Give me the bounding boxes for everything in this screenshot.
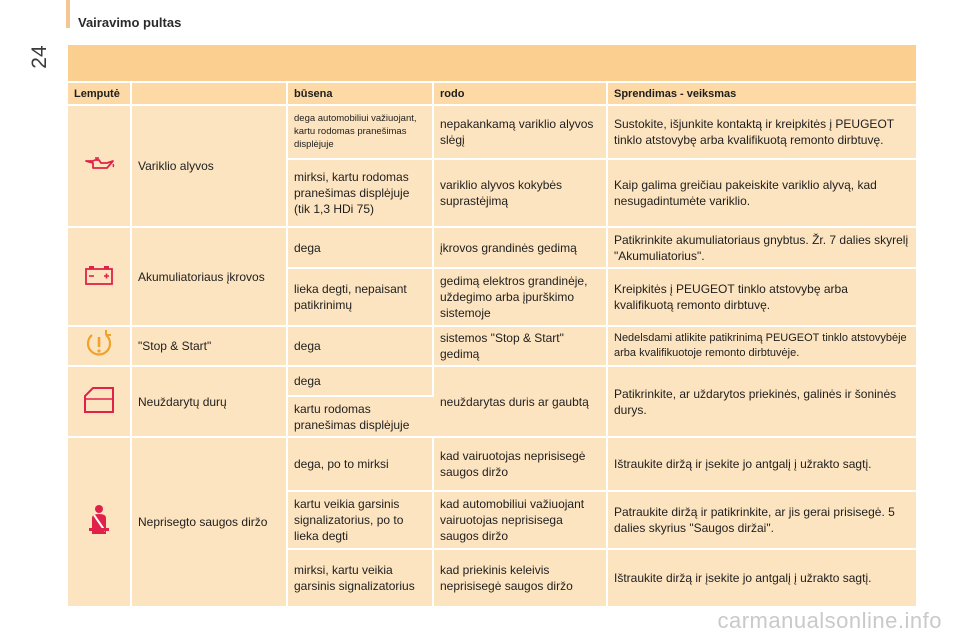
state-cell: dega automobiliui važiuojant, kartu rodomas pranešimas displėjuje <box>288 106 434 160</box>
header-state: būsena <box>288 83 434 106</box>
open-door-icon <box>81 386 117 418</box>
lamp-cell <box>68 327 132 367</box>
stop-start-warning-icon <box>84 329 114 363</box>
lamp-name: Akumuliatoriaus įkrovos <box>132 228 288 327</box>
shows-cell: neuždarytas duris ar gaubtą <box>434 367 608 438</box>
table-row <box>68 228 916 269</box>
header-action: Sprendimas - veiksmas <box>608 83 916 106</box>
action-cell: Patraukite diržą ir patikrinkite, ar jis gerai prisisegė. 5 dalies skyrius "Saugos diržai". <box>608 492 916 550</box>
lamp-cell <box>68 228 132 327</box>
shows-cell: gedimą elektros grandinėje, uždegimo arba įpurškimo sistemoje <box>434 269 608 327</box>
state-cell: mirksi, kartu veikia garsinis signalizatorius <box>288 550 434 608</box>
shows-cell: įkrovos grandinės gedimą <box>434 228 608 269</box>
state-cell: lieka degti, nepaisant patikrinimų <box>288 269 434 327</box>
action-cell: Patikrinkite, ar uždarytos priekinės, galinės ir šoninės durys. <box>608 367 916 438</box>
table-top-band <box>68 45 916 81</box>
table-header-row <box>68 83 916 106</box>
action-cell: Nedelsdami atlikite patikrinimą PEUGEOT tinklo atstovybėje arba kvalifikuotoje remonto dirbtuvėje. <box>608 327 916 367</box>
header-shows: rodo <box>434 83 608 106</box>
action-cell: Ištraukite diržą ir įsekite jo antgalį į užrakto sagtį. <box>608 550 916 608</box>
lamp-name: Neuždarytų durų <box>132 367 288 438</box>
shows-cell: variklio alyvos kokybės suprastėjimą <box>434 160 608 228</box>
state-cell: dega <box>288 228 434 269</box>
table-row <box>68 438 916 492</box>
shows-cell: nepakankamą variklio alyvos slėgį <box>434 106 608 160</box>
header-lamp: Lemputė <box>68 83 132 106</box>
lamp-cell <box>68 438 132 608</box>
shows-cell: kad priekinis keleivis neprisisegė saugos diržo <box>434 550 608 608</box>
header-name <box>132 83 288 106</box>
section-title: Vairavimo pultas <box>78 15 182 30</box>
lamp-cell <box>68 367 132 438</box>
lamp-name: Neprisegto saugos diržo <box>132 438 288 608</box>
lamp-name: Variklio alyvos <box>132 106 288 228</box>
shows-cell: sistemos "Stop & Start" gedimą <box>434 327 608 367</box>
table-row <box>68 327 916 367</box>
battery-icon <box>84 264 114 290</box>
state-cell: dega <box>288 327 434 367</box>
state-cell: dega, po to mirksi <box>288 438 434 492</box>
watermark: carmanualsonline.info <box>717 608 942 633</box>
lamp-cell <box>68 106 132 228</box>
oil-can-icon <box>83 155 115 177</box>
seatbelt-icon <box>86 504 112 540</box>
action-cell: Kaip galima greičiau pakeiskite variklio alyvą, kad nesugadintumėte variklio. <box>608 160 916 228</box>
state-cell: dega <box>288 367 434 397</box>
action-cell: Ištraukite diržą ir įsekite jo antgalį į užrakto sagtį. <box>608 438 916 492</box>
page-number: 24 <box>28 45 51 69</box>
state-cell: mirksi, kartu rodomas pranešimas displėjuje (tik 1,3 HDi 75) <box>288 160 434 228</box>
state-cell: kartu veikia garsinis signalizatorius, po to lieka degti <box>288 492 434 550</box>
action-cell: Patikrinkite akumuliatoriaus gnybtus. Žr. 7 dalies skyrelį "Akumuliatorius". <box>608 228 916 269</box>
state-cell: kartu rodomas pranešimas displėjuje <box>288 397 434 438</box>
shows-cell: kad vairuotojas neprisisegė saugos diržo <box>434 438 608 492</box>
shows-cell: kad automobiliui važiuojant vairuotojas neprisisega saugos diržo <box>434 492 608 550</box>
table-row <box>68 367 916 397</box>
lamp-name: "Stop & Start" <box>132 327 288 367</box>
action-cell: Sustokite, išjunkite kontaktą ir kreipkitės į PEUGEOT tinklo atstovybę arba kvalifikuotą remonto dirbtuvę. <box>608 106 916 160</box>
action-cell: Kreipkitės į PEUGEOT tinklo atstovybę arba kvalifikuotą remonto dirbtuvę. <box>608 269 916 327</box>
table-row <box>68 106 916 160</box>
warning-lights-table <box>68 45 916 608</box>
side-accent-bar <box>66 0 70 28</box>
